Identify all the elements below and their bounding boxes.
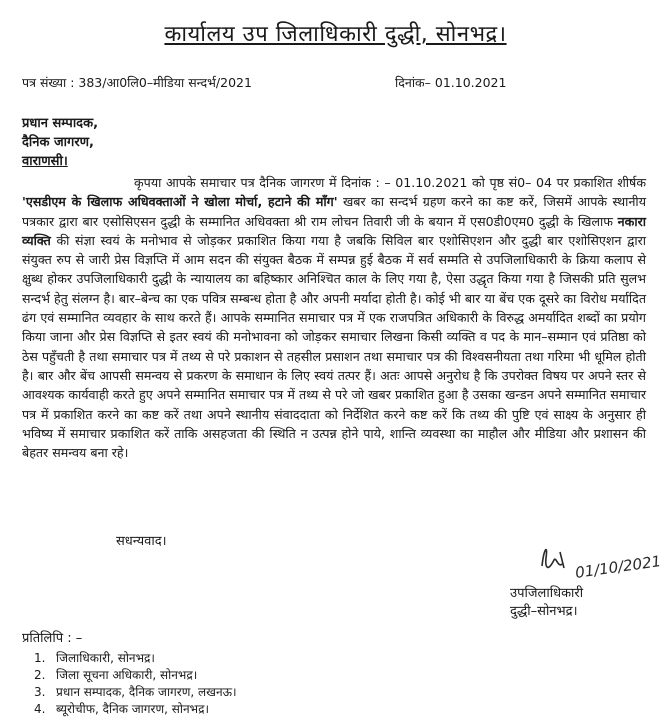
signatory-place: दुद्धी–सोनभद्र। — [510, 604, 578, 619]
svg-text:01/10/2021: 01/10/2021 — [574, 552, 663, 582]
copy-to-list — [34, 650, 237, 718]
body-text-3: की संज्ञा स्वयं के मनोभाव से जोड़कर प्रकाशित किया गया है जबकि सिविल बार एशोसिएशन और दुद्धी बार एशोसिएशन द्वारा संयुक्त रुप से जारी प्रेस विज्ञप्ति में आम सदन की संयुक्त बैठक में सम्पन्न हुई बैठक में सर्व सम्मति से उपजिलाधिकारी के क्रिया कलाप से क्षुब्ध होकर उपजिलाधिकारी दुद्धी के न्यायालय का बहिष्कार अनिश्चित काल के लिए गया है, ऐसा उद्धृत किया गया है जिसकी प्रति सुलभ सन्दर्भ हेतु संलग्न है। बार–बेन्च का एक पवित्र सम्बन्ध होता है और अपनी मर्यादा होती है। कोई भी बार या बेंच एक दूसरे का विरोध मर्यादित ढंग एवं सम्मानित व्यवहार के साथ करते हैं। आपके सम्मानित समाचार पत्र में एक राजपत्रित अधिकारी के विरुद्ध अमर्यादित शब्दों का प्रयोग किया जाना और प्रेस विज्ञप्ति से इतर स्वयं की मनोभावना को जोड़कर समाचार लिखना किसी व्यक्ति व पद के मान–सम्मान एवं प्रतिष्ठा को ठेस पहुँचती है तथा समाचार पत्र में तथ्य से परे प्रकाशन से तहसील प्रसाशन तथा समाचार पत्र की विश्वसनीयता तथा गरिमा भी धूमिल होती है। बार और बेंच आपसी समन्वय से प्रकरण के समाधान के लिए स्वयं तत्पर हैं। अतः आपसे अनुरोध है कि उपरोक्त विषय पर अपने स्तर से आवश्यक कार्यवाही करते हुए अपने सम्मानित समाचार पत्र में तथ्य से परे जो खबर प्रकाशित हुआ है उसका खन्डन अपने सम्मानित समाचार पत्र में प्रकाशित करने का कष्ट करें तथा अपने स्थानीय संवाददाता को निर्देशित करने कष्ट करें कि तथ्य की पुष्टि एवं साक्ष्य के अनुसार ही भविष्य में समाचार प्रकाशित करें ताकि असहजता की स्थिति न उत्पन्न होने पाये, शान्ति व्यवस्था का माहौल और मीडिया और प्रशासन की बेहतर समन्वय बना रहे। — [22, 232, 646, 461]
copy-to-item: 1. जिलाधिकारी, सोनभद्र। — [34, 651, 155, 665]
body-text-1: कृपया आपके समाचार पत्र दैनिक जागरण में दिनांक : – 01.10.2021 को पृष्ठ सं0– 04 पर प्रकाशित शीर्षक — [134, 175, 646, 190]
letter-date: दिनांक– 01.10.2021 — [395, 75, 507, 90]
recipient-line-2: दैनिक जागरण, — [22, 135, 94, 150]
recipient-line-3: वाराणसी। — [22, 154, 68, 169]
news-headline: 'एसडीएम के खिलाफ अधिवक्ताओं ने खोला मोर्चा, हटाने की माँग' — [22, 194, 338, 210]
handwritten-signature — [536, 538, 666, 588]
copy-to-item: 3. प्रधान सम्पादक, दैनिक जागरण, लखनऊ। — [34, 685, 237, 699]
copy-to-label: प्रतिलिपि : – — [22, 631, 83, 646]
office-title: कार्यालय उप जिलाधिकारी दुद्धी, सोनभद्र। — [164, 22, 507, 47]
closing-thanks: सधन्यवाद। — [116, 534, 167, 549]
recipient-address — [22, 114, 98, 171]
copy-to-item: 4. ब्यूरोचीफ, दैनिक जागरण, सोनभद्र। — [34, 702, 209, 716]
body-text-2: खबर का सन्दर्भ ग्रहण करने का कष्ट करें, जिसमें आपके स्थानीय पत्रकार द्वारा बार एसोसिएसन दुद्धी के सम्मानित अधिवक्ता श्री राम लोचन तिवारी जी के बयान में एस0डी0एम0 दुद्धी के खिलाफ — [22, 194, 647, 229]
signatory-block — [510, 585, 583, 621]
letter-body — [22, 173, 646, 462]
recipient-line-1: प्रधान सम्पादक, — [22, 116, 99, 131]
signatory-designation: उपजिलाधिकारी — [510, 586, 584, 601]
copy-to-item: 2. जिला सूचना अधिकारी, सोनभद्र। — [34, 668, 198, 682]
letter-number: पत्र संख्या : 383/आ0लि0–मीडिया सन्दर्भ/2021 — [22, 75, 252, 90]
body-paragraph — [22, 173, 646, 462]
emphasized-phrase: नकारा व्यक्ति — [22, 213, 646, 248]
